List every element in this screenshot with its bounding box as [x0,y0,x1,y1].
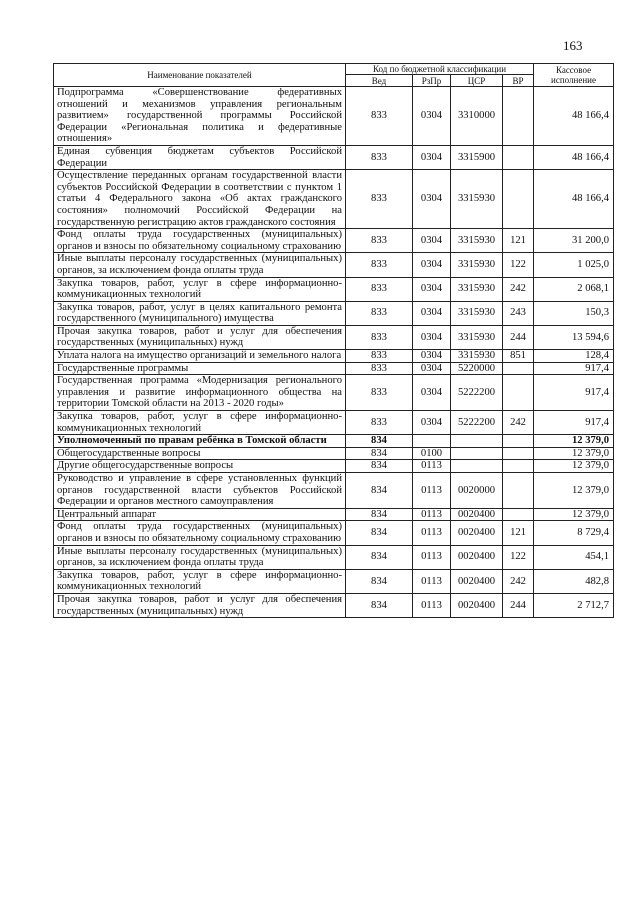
row-ved: 834 [346,593,413,617]
row-rzpr: 0304 [413,362,451,375]
row-name: Закупка товаров, работ, услуг в сфере информационно-коммуникационных технологий [54,569,346,593]
row-name: Другие общегосударственные вопросы [54,460,346,473]
row-rzpr: 0100 [413,447,451,460]
row-rzpr: 0304 [413,325,451,349]
row-rzpr: 0113 [413,521,451,545]
row-name: Иные выплаты персоналу государственных (муниципальных) органов, за исключением фонда оплаты труда [54,545,346,569]
header-vr: ВР [503,75,534,87]
table-row [54,145,614,169]
row-csr: 3315900 [451,145,503,169]
row-csr: 3315930 [451,277,503,301]
row-rzpr [413,435,451,448]
row-name: Государственная программа «Модернизация регионального управления и развитие информационного общества на территории Томской области на 2013 - 2020 годы» [54,375,346,411]
row-ved: 834 [346,569,413,593]
row-csr: 0020400 [451,569,503,593]
row-csr: 5222200 [451,411,503,435]
header-code-group: Код по бюджетной классификации [346,64,534,75]
row-amount: 12 379,0 [534,447,614,460]
row-csr [451,447,503,460]
row-ved: 833 [346,411,413,435]
row-amount: 48 166,4 [534,170,614,229]
table-row [54,229,614,253]
table-row [54,545,614,569]
row-vr: 122 [503,545,534,569]
row-name: Осуществление переданных органам государственной власти субъектов Российской Федерации в соответствии с пунктом 1 статьи 4 Федерального закона «Об актах гражданского состояния» полномочий Российской Федерации на государственную регистрацию актов гражданского состояния [54,170,346,229]
table-row [54,375,614,411]
row-amount: 48 166,4 [534,87,614,146]
header-rzpr: РзПр [413,75,451,87]
header-ved: Вед [346,75,413,87]
table-row [54,473,614,509]
table-row [54,411,614,435]
header-csr: ЦСР [451,75,503,87]
row-csr: 0020400 [451,545,503,569]
row-csr: 0020400 [451,521,503,545]
row-name: Прочая закупка товаров, работ и услуг для обеспечения государственных (муниципальных) нужд [54,325,346,349]
row-vr [503,473,534,509]
row-ved: 833 [346,229,413,253]
row-vr [503,435,534,448]
row-vr: 851 [503,350,534,363]
page-number: 163 [563,38,583,53]
row-amount: 12 379,0 [534,435,614,448]
table-row [54,170,614,229]
row-name: Иные выплаты персоналу государственных (муниципальных) органов, за исключением фонда оплаты труда [54,253,346,277]
table-body [54,87,614,618]
row-amount: 12 379,0 [534,460,614,473]
row-rzpr: 0304 [413,375,451,411]
row-csr [451,460,503,473]
row-vr: 244 [503,325,534,349]
row-ved: 833 [346,253,413,277]
table-row [54,350,614,363]
row-vr: 242 [503,569,534,593]
row-csr: 0020000 [451,473,503,509]
row-ved: 833 [346,277,413,301]
row-name: Закупка товаров, работ, услуг в сфере информационно-коммуникационных технологий [54,277,346,301]
row-rzpr: 0113 [413,460,451,473]
row-ved: 834 [346,460,413,473]
header-name: Наименование показателей [54,64,346,87]
row-amount: 2 712,7 [534,593,614,617]
table-row [54,277,614,301]
row-csr: 5220000 [451,362,503,375]
row-ved: 834 [346,435,413,448]
row-ved: 833 [346,170,413,229]
row-amount: 454,1 [534,545,614,569]
row-rzpr: 0113 [413,545,451,569]
row-vr [503,447,534,460]
row-ved: 833 [346,301,413,325]
row-vr [503,508,534,521]
row-vr [503,375,534,411]
row-amount: 1 025,0 [534,253,614,277]
row-vr: 243 [503,301,534,325]
table-row [54,447,614,460]
row-csr: 3310000 [451,87,503,146]
table-row [54,569,614,593]
row-amount: 8 729,4 [534,521,614,545]
row-csr: 3315930 [451,325,503,349]
row-vr: 121 [503,229,534,253]
row-ved: 833 [346,362,413,375]
row-amount: 2 068,1 [534,277,614,301]
table-row [54,253,614,277]
table-row [54,325,614,349]
row-csr: 0020400 [451,508,503,521]
table-row [54,362,614,375]
row-vr [503,362,534,375]
row-vr: 244 [503,593,534,617]
table-row [54,87,614,146]
row-csr: 3315930 [451,301,503,325]
row-amount: 482,8 [534,569,614,593]
row-name: Закупка товаров, работ, услуг в сфере информационно-коммуникационных технологий [54,411,346,435]
row-name: Фонд оплаты труда государственных (муниципальных) органов и взносы по обязательному социальному страхованию [54,229,346,253]
row-name: Прочая закупка товаров, работ и услуг для обеспечения государственных (муниципальных) нужд [54,593,346,617]
row-amount: 12 379,0 [534,508,614,521]
row-name: Государственные программы [54,362,346,375]
row-ved: 833 [346,87,413,146]
row-rzpr: 0304 [413,411,451,435]
row-name: Фонд оплаты труда государственных (муниципальных) органов и взносы по обязательному социальному страхованию [54,521,346,545]
row-rzpr: 0113 [413,569,451,593]
row-name: Подпрограмма «Совершенствование федеративных отношений и механизмов управления региональным развитием» государственной программы Российской Федерации «Региональная политика и федеративные отношения» [54,87,346,146]
row-csr: 0020400 [451,593,503,617]
row-amount: 48 166,4 [534,145,614,169]
table-row [54,460,614,473]
row-vr: 242 [503,411,534,435]
row-rzpr: 0304 [413,229,451,253]
row-vr [503,170,534,229]
row-rzpr: 0304 [413,170,451,229]
row-name: Центральный аппарат [54,508,346,521]
table-row [54,508,614,521]
row-ved: 833 [346,375,413,411]
row-rzpr: 0113 [413,508,451,521]
row-name: Единая субвенция бюджетам субъектов Российской Федерации [54,145,346,169]
row-rzpr: 0304 [413,350,451,363]
row-csr: 3315930 [451,229,503,253]
row-amount: 13 594,6 [534,325,614,349]
row-csr: 3315930 [451,350,503,363]
row-name: Закупка товаров, работ, услуг в целях капитального ремонта государственного (муниципального) имущества [54,301,346,325]
row-vr: 242 [503,277,534,301]
row-csr: 3315930 [451,170,503,229]
table-row [54,435,614,448]
row-vr [503,87,534,146]
row-name: Общегосударственные вопросы [54,447,346,460]
row-amount: 128,4 [534,350,614,363]
row-ved: 833 [346,325,413,349]
row-amount: 917,4 [534,375,614,411]
row-ved: 834 [346,521,413,545]
table-row [54,521,614,545]
row-rzpr: 0304 [413,253,451,277]
row-ved: 833 [346,350,413,363]
row-name: Уплата налога на имущество организаций и земельного налога [54,350,346,363]
table-row [54,301,614,325]
row-rzpr: 0113 [413,473,451,509]
row-vr [503,145,534,169]
row-rzpr: 0304 [413,145,451,169]
budget-table [53,63,614,618]
row-ved: 834 [346,508,413,521]
row-csr [451,435,503,448]
row-amount: 150,3 [534,301,614,325]
row-amount: 12 379,0 [534,473,614,509]
row-vr: 121 [503,521,534,545]
row-ved: 834 [346,473,413,509]
header-amount: Кассовое исполнение [534,64,614,87]
row-rzpr: 0304 [413,301,451,325]
row-amount: 31 200,0 [534,229,614,253]
row-vr: 122 [503,253,534,277]
row-csr: 5222200 [451,375,503,411]
row-rzpr: 0304 [413,277,451,301]
row-name: Уполномоченный по правам ребёнка в Томской области [54,435,346,448]
row-csr: 3315930 [451,253,503,277]
row-ved: 834 [346,545,413,569]
row-rzpr: 0113 [413,593,451,617]
row-amount: 917,4 [534,411,614,435]
row-ved: 833 [346,145,413,169]
row-name: Руководство и управление в сфере установленных функций органов государственной власти субъектов Российской Федерации и органов местного самоуправления [54,473,346,509]
row-ved: 834 [346,447,413,460]
row-vr [503,460,534,473]
row-rzpr: 0304 [413,87,451,146]
row-amount: 917,4 [534,362,614,375]
table-row [54,593,614,617]
